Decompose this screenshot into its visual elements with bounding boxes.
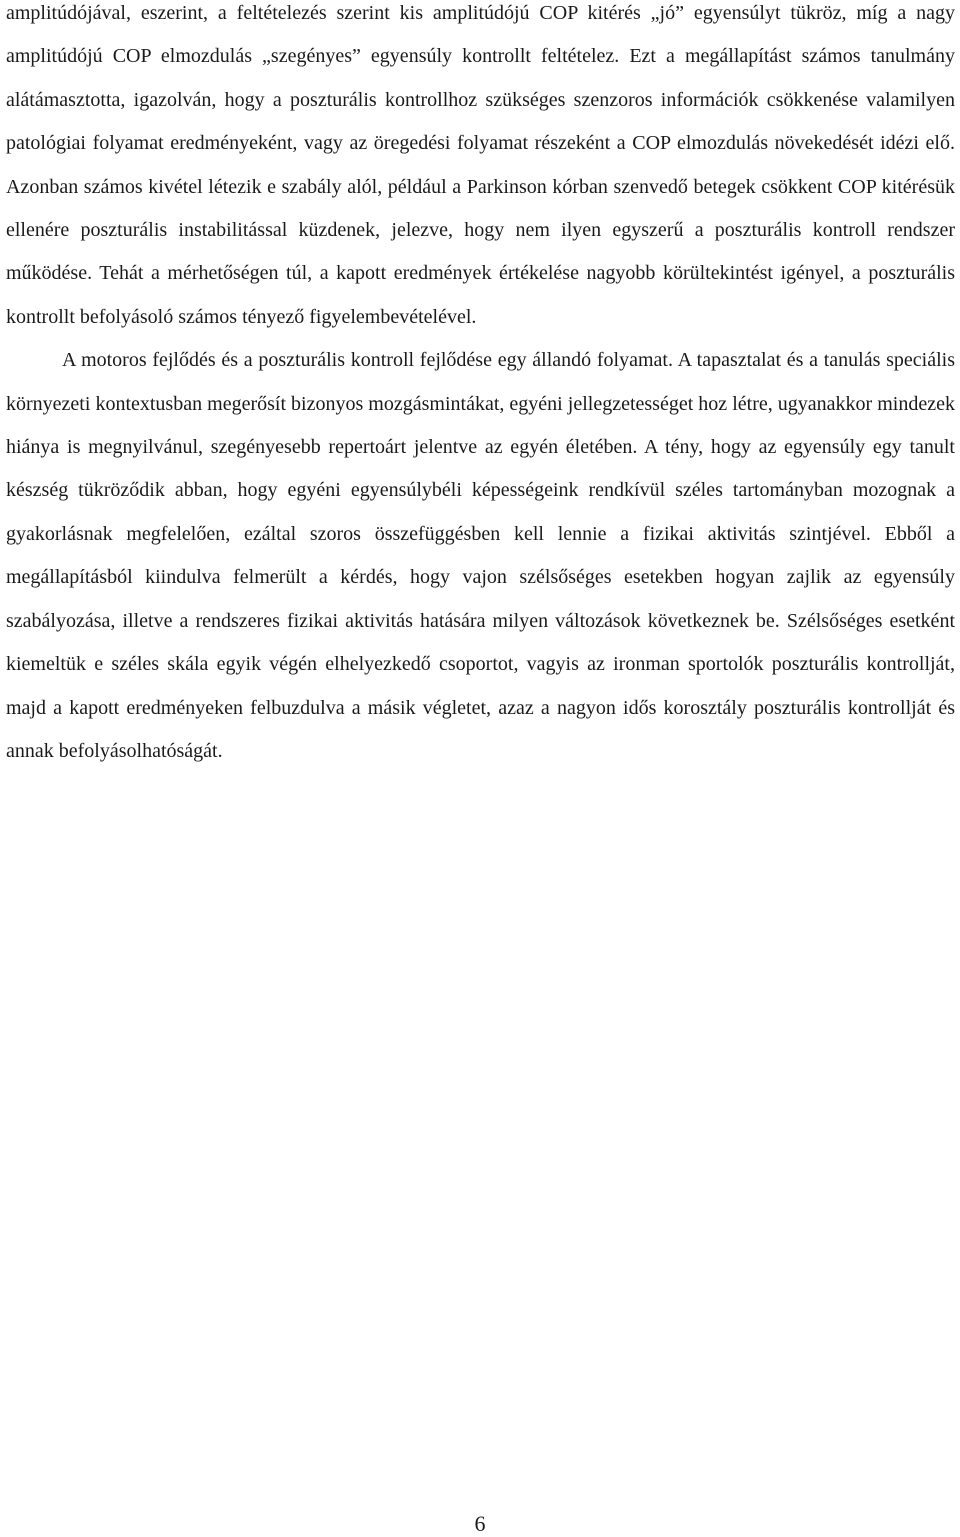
paragraph-1: amplitúdójával, eszerint, a feltételezés szerint kis amplitúdójú COP kitérés „jó” egyensúlyt tükröz, míg a nagy amplitúdójú COP elmozdulás „szegényes” egyensúly kontrollt feltételez. Ezt a megállapítást számos tanulmány alátámasztotta, igazolván, hogy a poszturális kontrollhoz szükséges szenzoros információk csökkenése valamilyen patológiai folyamat eredményeként, vagy az öregedési folyamat részeként a COP elmozdulás növekedését idézi elő. Azonban számos kivétel létezik e szabály alól, például a Parkinson kórban szenvedő betegek csökkent COP kitérésük ellenére poszturális instabilitással küzdenek, jelezve, hogy nem ilyen egyszerű a poszturális kontroll rendszer működése. Tehát a mérhetőségen túl, a kapott eredmények értékelése nagyobb körültekintést igényel, a poszturális kontrollt befolyásoló számos tényező figyelembevételével.: [6, 2, 955, 328]
page-number: 6: [474, 1511, 486, 1536]
paragraph-2: A motoros fejlődés és a poszturális kontroll fejlődése egy állandó folyamat. A tapasztalat és a tanulás speciális környezeti kontextusban megerősít bizonyos mozgásmintákat, egyéni jellegzetességet hoz létre, ugyanakkor mindezek hiánya is megnyilvánul, szegényesebb repertoárt jelentve az egyén életében. A tény, hogy az egyensúly egy tanult készség tükröződik abban, hogy egyéni egyensúlybéli képességeink rendkívül széles tartományban mozognak a gyakorlásnak megfelelően, ezáltal szoros összefüggésben kell lennie a fizikai aktivitás szintjével. Ebből a megállapításból kiindulva felmerült a kérdés, hogy vajon szélsőséges esetekben hogyan zajlik az egyensúly szabályozása, illetve a rendszeres fizikai aktivitás hatására milyen változások következnek be. Szélsőséges esetként kiemeltük e széles skála egyik végén elhelyezkedő csoportot, vagyis az ironman sportolók poszturális kontrollját, majd a kapott eredményeken felbuzdulva a másik végletet, azaz a nagyon idős korosztály poszturális kontrollját és annak befolyásolhatóságát.: [6, 349, 955, 762]
body-text: [6, 0, 955, 773]
